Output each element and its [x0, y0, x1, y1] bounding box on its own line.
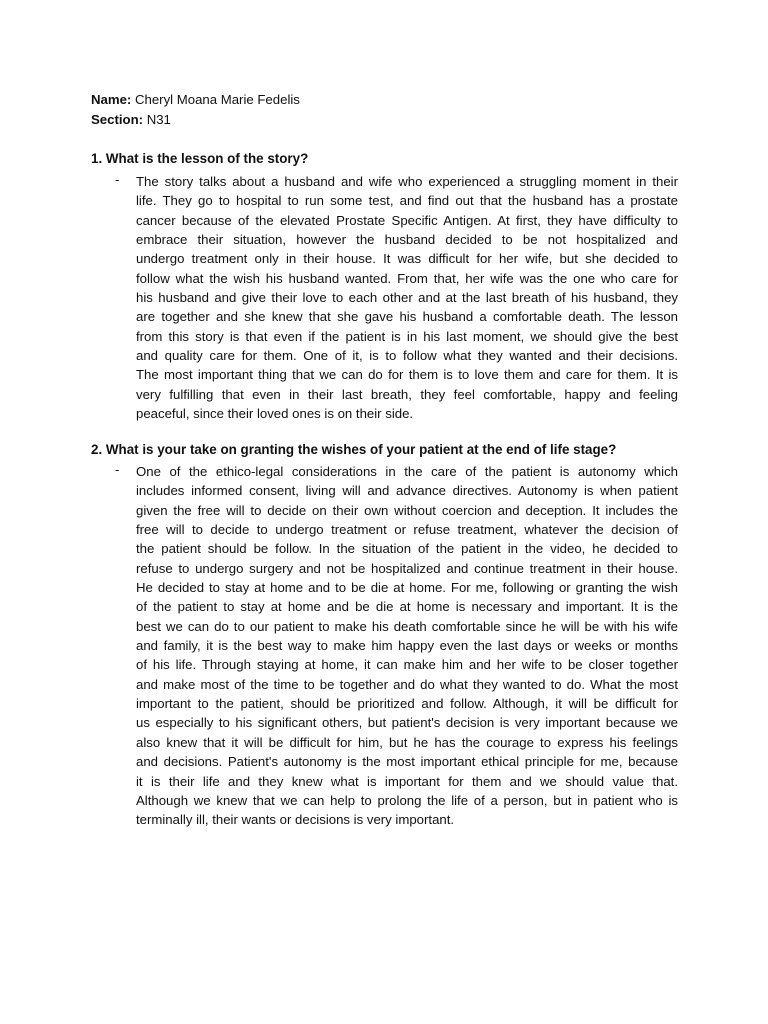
text-line: The most important thing that we can do for them is to love them and care for them. It is — [136, 367, 678, 383]
bullet-dash: - — [115, 172, 120, 187]
bullet-dash: - — [115, 462, 120, 477]
text-line: undergo treatment only in their house. It was difficult for her wife, but she decided to — [136, 251, 678, 267]
text-line: and make most of the time to be together and do what they wanted to do. What the most — [136, 676, 678, 692]
text-line: of his life. Through staying at home, it can make him and her wife to be closer together — [136, 657, 678, 673]
text-line: The story talks about a husband and wife who experienced a struggling moment in their — [136, 174, 678, 189]
text-line: also knew that it will be difficult for him, but he has the courage to express his feelings — [136, 734, 678, 750]
text-line: terminally ill, their wants or decisions is very important. — [136, 812, 455, 828]
answer-2-paragraph — [136, 462, 678, 830]
text-line: of the patient to stay at home and be die at home is necessary and important. It is the — [136, 599, 678, 615]
text-line: and quality care for them. One of it, is to follow what they wanted and their decisions. — [136, 348, 678, 364]
text-line: are together and she knew that she gave his husband a comfortable death. The lesson — [136, 309, 678, 325]
question-1-title: 1. What is the lesson of the story? — [91, 151, 309, 166]
text-line: One of the ethico-legal considerations in the care of the patient is autonomy which — [136, 464, 678, 479]
text-line: it is their life and they knew what is important for them and we should value that. — [136, 773, 678, 789]
text-line: the patient should be follow. In the situation of the patient in the video, he decided to — [136, 541, 678, 557]
text-line: us especially to his significant others, but patient's decision is very important because we — [136, 715, 678, 731]
answer-1-paragraph — [136, 172, 678, 423]
text-line: follow what the wish his husband wanted. From that, her wife was the one who care for — [136, 270, 678, 286]
text-line: and decisions. Patient's autonomy is the most important ethical principle for me, because — [136, 754, 678, 770]
text-line: from this story is that even if the patient is in his last moment, we should give the best — [136, 328, 678, 344]
text-line: life. They go to hospital to run some test, and find out that the husband has a prostate — [136, 193, 678, 209]
text-line: refuse to undergo surgery and not be hospitalized and continue treatment in their house. — [136, 560, 678, 576]
name-line — [91, 92, 300, 107]
section-value: N31 — [146, 112, 171, 127]
text-line: best we can do to our patient to make his death comfortable since he will be with his wife — [136, 618, 678, 634]
text-line: very fulfilling that even in their last breath, they feel comfortable, happy and feeling — [136, 386, 678, 402]
text-line: includes informed consent, living will and advance directives. Autonomy is when patient — [136, 483, 678, 499]
text-line: and family, it is the best way to make him happy even the last days or weeks or months — [136, 638, 678, 654]
text-line: free will to decide to undergo treatment or refuse treatment, whatever the decision of — [136, 522, 678, 538]
text-line: embrace their situation, however the husband decided to be not hospitalized and — [136, 232, 678, 248]
section-line — [91, 112, 171, 127]
text-line: He decided to stay at home and to be die at home. For me, following or granting the wish — [136, 580, 678, 596]
text-line: given the free will to decide on their own without coercion and deception. It includes the — [136, 502, 678, 518]
text-line: his husband and give their love to each other and at the last breath of his husband, they — [136, 290, 678, 306]
name-value: Cheryl Moana Marie Fedelis — [134, 92, 300, 107]
name-label: Name: — [91, 92, 132, 107]
text-line: important to the patient, should be prioritized and follow. Although, it will be difficult for — [136, 696, 678, 712]
text-line: Although we knew that we can help to prolong the life of a person, but in patient who is — [136, 792, 678, 808]
text-line: cancer because of the elevated Prostate Specific Antigen. At first, they have difficulty to — [136, 212, 678, 228]
question-2-title: 2. What is your take on granting the wishes of your patient at the end of life stage? — [91, 442, 617, 457]
section-label: Section: — [91, 112, 144, 127]
text-line: peaceful, since their loved ones is on their side. — [136, 406, 414, 422]
